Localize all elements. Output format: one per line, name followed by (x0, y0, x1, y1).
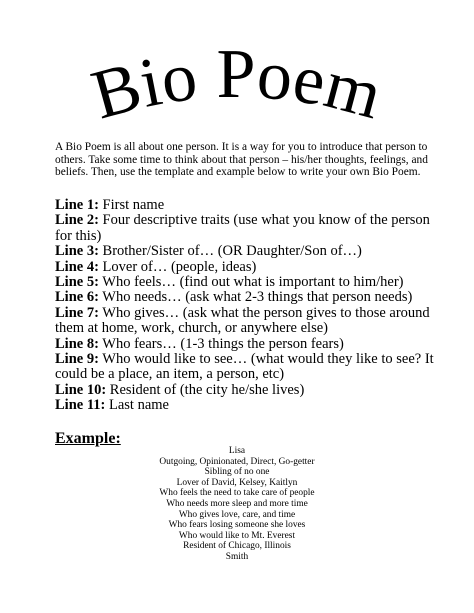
line-label: Line 4: (55, 258, 99, 275)
example-poem-line: Who would like to Mt. Everest (178, 530, 296, 541)
line-text: Who fears… (1-3 things the person fears) (98, 335, 344, 352)
example-poem-line: Smith (225, 551, 249, 562)
template-line (55, 383, 435, 398)
intro-paragraph: A Bio Poem is all about one person. It is a way for you to introduce that person to others. Take some time to think about that person – his/her thoughts, feelings, and beliefs. Then, use the template and example below to write your own Bio Poem. (55, 141, 428, 179)
line-text: Who would like to see… (what would they like to see? It could be a place, an item, a person, etc) (55, 351, 434, 383)
template-line (55, 398, 435, 413)
line-label: Line 3: (55, 243, 99, 260)
line-text: Last name (105, 397, 169, 414)
example-poem-line: Outgoing, Opinionated, Direct, Go-getter (159, 456, 315, 467)
example-poem-line: Sibling of no one (204, 467, 270, 478)
line-label: Line 9: (55, 351, 99, 368)
page-title-wrap (0, 40, 474, 135)
template-line (55, 260, 435, 275)
line-text: Four descriptive traits (use what you know of the person for this) (55, 212, 430, 244)
example-poem-line: Who needs more sleep and more time (166, 498, 308, 509)
example-poem-line: Resident of Chicago, Illinois (183, 541, 291, 552)
line-label: Line 10: (55, 381, 107, 398)
line-label: Line 8: (55, 335, 99, 352)
template-line (55, 213, 435, 244)
example-poem-line: Lover of David, Kelsey, Kaitlyn (176, 477, 298, 488)
line-label: Line 2: (55, 212, 99, 229)
template-line (55, 337, 435, 352)
template-line (55, 306, 435, 337)
line-text: Brother/Sister of… (OR Daughter/Son of…) (98, 243, 362, 260)
line-text: First name (98, 197, 165, 213)
line-text: Who feels… (find out what is important to him/her) (98, 274, 404, 291)
page-title-graphic (0, 40, 474, 135)
example-poem-line: Who feels the need to take care of people (159, 488, 315, 499)
line-label: Line 6: (55, 289, 99, 306)
template-line (55, 352, 435, 383)
template-line (55, 290, 435, 305)
example-heading: Example: (55, 430, 121, 447)
line-label: Line 5: (55, 274, 99, 291)
example-poem-line: Who gives love, care, and time (178, 509, 296, 520)
template-line (55, 275, 435, 290)
line-label: Line 7: (55, 304, 99, 321)
line-text: Who gives… (ask what the person gives to those around them at home, work, church, or anywhere else) (55, 304, 430, 337)
page-title-text: Bio Poem (83, 40, 390, 135)
template-line (55, 244, 435, 259)
example-poem-line: Who fears losing someone she loves (168, 520, 306, 531)
template-lines (55, 198, 435, 414)
example-poem (117, 446, 357, 563)
template-line (55, 198, 435, 213)
line-label: Line 1: (55, 197, 99, 213)
line-text: Lover of… (people, ideas) (98, 258, 257, 275)
line-label: Line 11: (55, 397, 106, 414)
page-title (84, 40, 390, 134)
line-text: Resident of (the city he/she lives) (106, 381, 305, 398)
line-text: Who needs… (ask what 2-3 things that person needs) (98, 289, 413, 306)
example-poem-line: Lisa (228, 446, 246, 456)
